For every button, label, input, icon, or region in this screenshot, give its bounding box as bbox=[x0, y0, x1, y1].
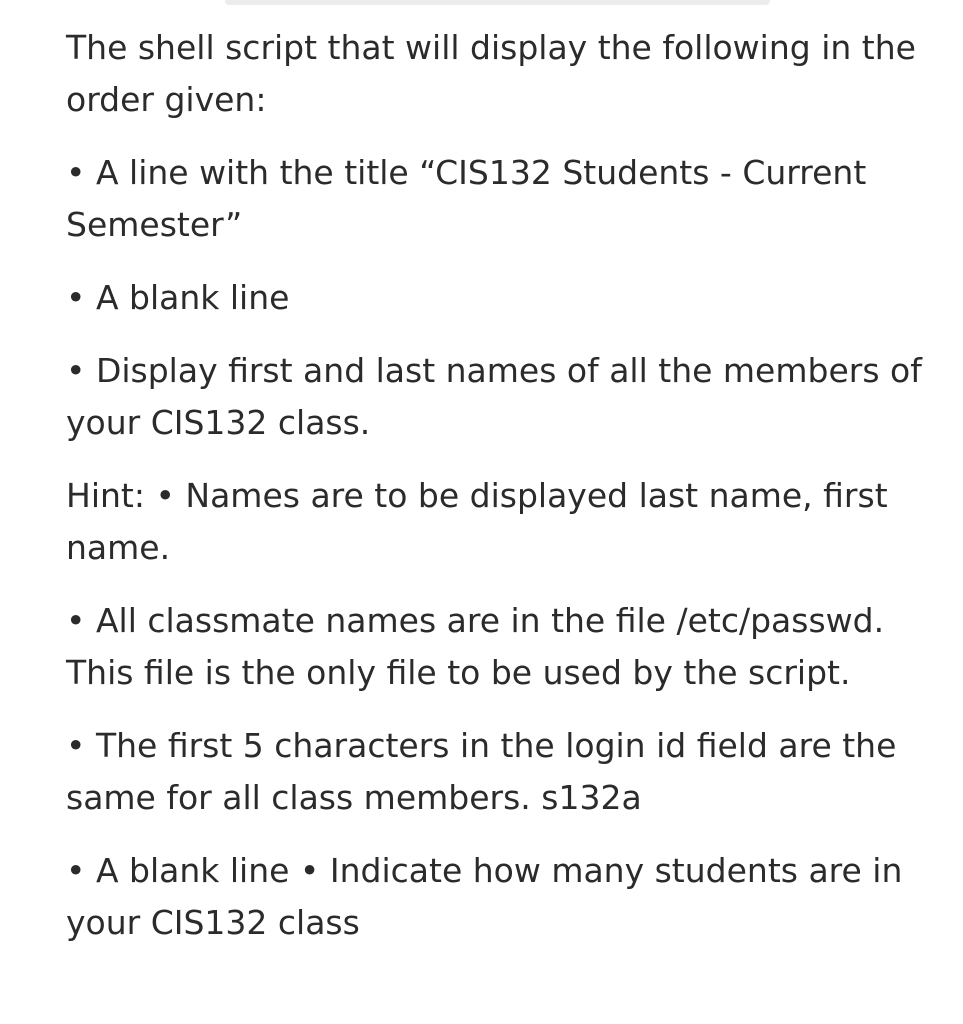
scroll-top-edge bbox=[225, 0, 770, 5]
intro-paragraph: The shell script that will display the following in the order given: bbox=[66, 28, 916, 119]
bullet-blank-line: • A blank line bbox=[66, 278, 290, 317]
bullet-count-students: • A blank line • Indicate how many students are in your CIS132 class bbox=[66, 851, 903, 942]
bullet-title-line: • A line with the title “CIS132 Students - Current Semester” bbox=[66, 153, 867, 244]
bullet-passwd-file: • All classmate names are in the file /etc/passwd. This file is the only file to be used by the script. bbox=[66, 601, 885, 692]
bullet-display-names: • Display first and last names of all the members of your CIS132 class. bbox=[66, 351, 922, 442]
bullet-login-id: • The first 5 characters in the login id field are the same for all class members. s132a bbox=[66, 726, 897, 817]
question-text bbox=[66, 22, 946, 970]
hint-paragraph: Hint: • Names are to be displayed last name, first name. bbox=[66, 476, 888, 567]
